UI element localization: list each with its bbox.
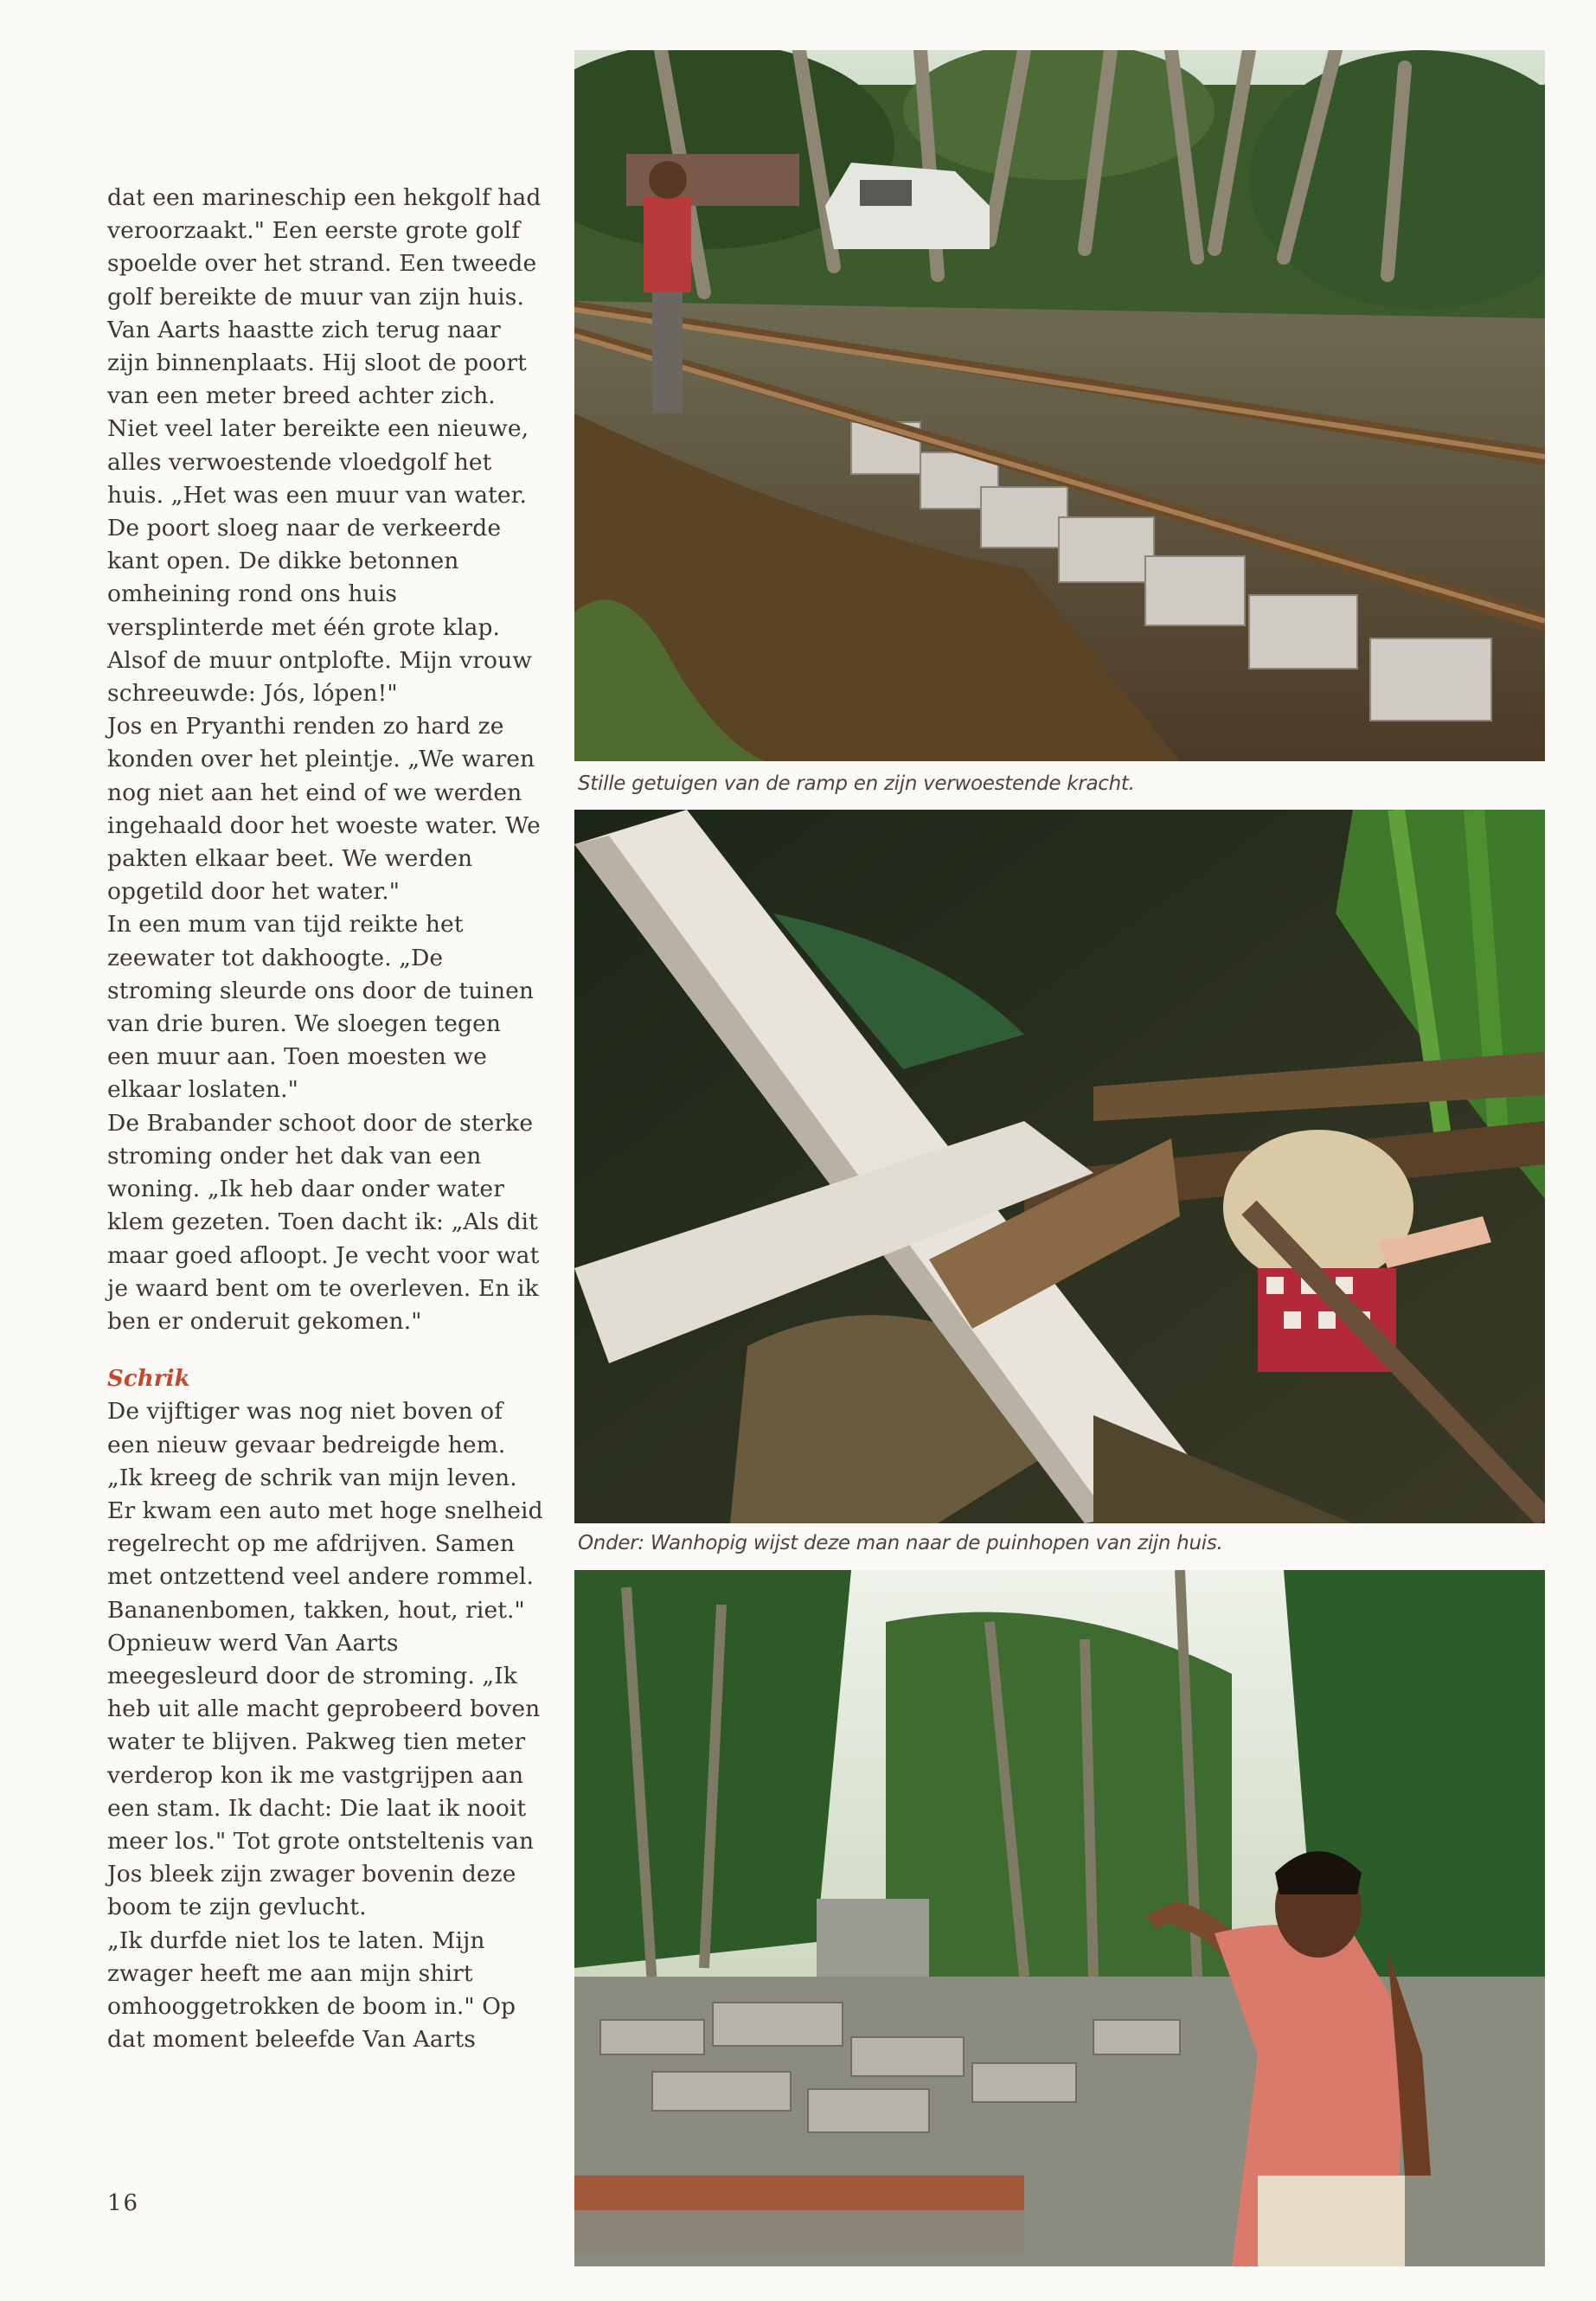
article-paragraph: Van Aarts haastte zich terug naar zijn binnenplaats. Hij sloot de poort van een meter breed achter zich. Niet veel later bereikte een nieuwe, alles verwoestende vloedgolf het huis. „Het was een muur van water. De poort sloeg naar de verkeerde kant open. De dikke betonnen omheining rond ons huis versplinterde met één grote klap. Alsof de muur ontplofte. Mijn vrouw schreeuwde: Jós, lópen!" [107, 316, 533, 708]
article-paragraph: dat een marineschip een hekgolf had veroorzaakt." Een eerste grote golf spoelde over het strand. Een tweede golf bereikte de muur van zijn huis. [107, 184, 542, 311]
debris-doll-photo [574, 810, 1545, 1523]
article-paragraph: „Ik durfde niet los te laten. Mijn zwager heeft me aan mijn shirt omhooggetrokken de boom in." Op dat moment beleefde Van Aarts [107, 1926, 516, 2054]
section-subheading: Schrik [107, 1366, 190, 1393]
article-paragraph: De vijftiger was nog niet boven of een nieuw gevaar bedreigde hem. „Ik kreeg de schrik van mijn leven. Er kwam een auto met hoge snelheid regelrecht op me afdrijven. Samen met ontzettend veel andere rommel. Bananenbomen, takken, hout, riet." [107, 1398, 543, 1624]
article-paragraph: De Brabander schoot door de sterke stroming onder het dak van een woning. „Ik heb daar onder water klem gezeten. Toen dacht ik: „Als dit maar goed afloopt. Je vecht voor wat je waard bent om te overleven. En ik ben er onderuit gekomen." [107, 1109, 540, 1335]
article-body [107, 182, 544, 2056]
railway-damage-photo [574, 50, 1545, 761]
article-paragraph: In een mum van tijd reikte het zeewater tot dakhoogte. „De stroming sleurde ons door de tuinen van drie buren. We sloegen tegen een muur aan. Toen moesten we elkaar loslaten." [107, 911, 535, 1104]
man-pointing-ruins-photo [574, 1570, 1545, 2266]
photo-caption-2: Onder: Wanhopig wijst deze man naar de puinhopen van zijn huis. [578, 1532, 1223, 1554]
article-paragraph: Jos en Pryanthi renden zo hard ze konden over het pleintje. „We waren nog niet aan het eind of we werden ingehaald door het woeste water. We pakten elkaar beet. We werden opgetild door het water." [107, 713, 541, 906]
photo-caption-1: Stille getuigen van de ramp en zijn verwoestende kracht. [578, 772, 1135, 795]
page-number: 16 [107, 2190, 140, 2216]
article-paragraph: Opnieuw werd Van Aarts meegesleurd door de stroming. „Ik heb uit alle macht geprobeerd boven water te blijven. Pakweg tien meter verderop kon ik me vastgrijpen aan een stam. Ik dacht: Die laat ik nooit meer los." Tot grote ontsteltenis van Jos bleek zijn zwager bovenin deze boom te zijn gevlucht. [107, 1629, 541, 1921]
